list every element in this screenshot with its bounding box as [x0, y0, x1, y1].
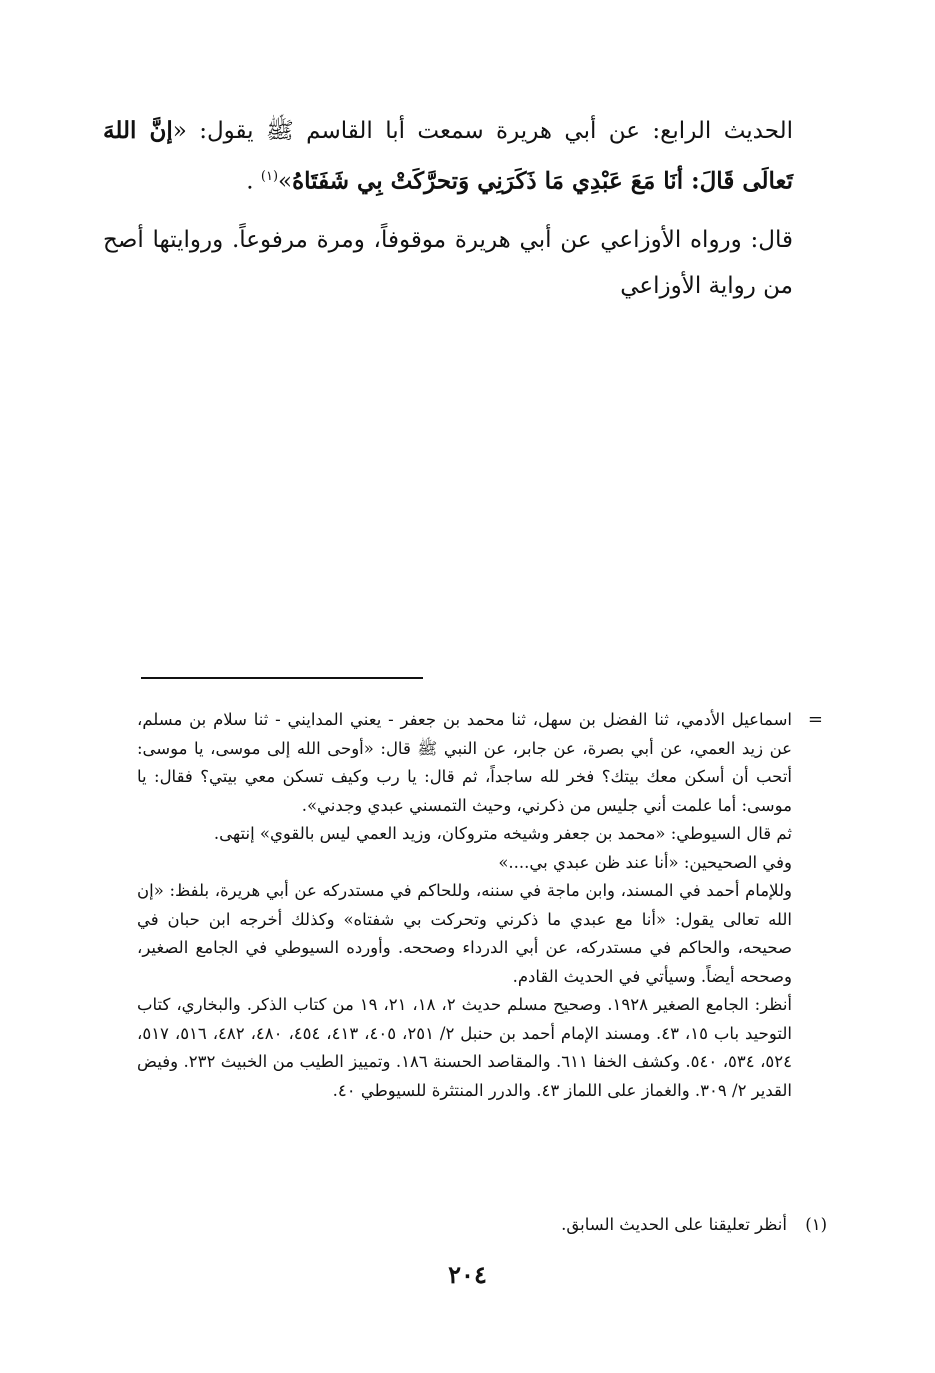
hadith-quote-close: » — [278, 168, 293, 195]
main-text — [103, 108, 793, 309]
continuation-mark: = — [807, 709, 823, 730]
hadith-intro: الحديث الرابع: عن أبي هريرة سمعت أبا القاسم ﷺ يقول: « — [172, 118, 793, 144]
footnote-paragraph: وللإمام أحمد في المسند، وابن ماجة في سننه، وللحاكم في مستدركه عن أبي هريرة، بلفظ: «إن الله تعالى يقول: «أنا مع عبدي ما ذكرني وتحركت بي شفتاه» وكذلك أخرجه ابن حبان في صحيحه، والحاكم في مستدركه، عن أبي الدرداء وصححه. وأورده السيوطي في الجامع الصغير، وصححه أيضاً. وسيأتي في الحديث القادم. — [137, 881, 792, 986]
footnote-reference: (١) — [260, 169, 279, 184]
narration-paragraph: قال: ورواه الأوزاعي عن أبي هريرة موقوفاً، ومرة مرفوعاً. وروايتها أصح من رواية الأوزاعي — [103, 226, 793, 299]
footnote-one — [137, 1211, 827, 1239]
page-number: ٢٠٤ — [448, 1260, 487, 1289]
footnote-divider — [141, 677, 423, 679]
footnotes-section — [137, 706, 792, 1105]
footnote-paragraph: أنظر: الجامع الصغير ١٩٢٨. وصحيح مسلم حديث ٢، ١٨، ٢١، ١٩ من كتاب الذكر. والبخاري، كتاب التوحيد باب ١٥، ٤٣. ومسند الإمام أحمد بن حنبل ٢/ ٢٥١، ٤٠٥، ٤١٣، ٤٥٤، ٤٨٠، ٤٨٢، ٥١٦، ٥١٧، ٥٢٤، ٥٣٤، ٥٤٠. وكشف الخفا ٦١١. والمقاصد الحسنة ١٨٦. وتمييز الطيب من الخبيث ٢٣٢. وفيض القدير ٢/ ٣٠٩. والغماز على اللماز ٤٣. والدرر المنتثرة للسيوطي ٤٠. — [137, 995, 793, 1100]
hadith-paragraph — [103, 108, 793, 205]
footnote-paragraph: وفي الصحيحين: «أنا عند ظن عبدي بي....» — [498, 852, 792, 872]
hadith-end: . — [246, 168, 261, 195]
footnote-paragraph: ثم قال السيوطي: «محمد بن جعفر وشيخه متروكان، وزيد العمي ليس بالقوي» إنتهى. — [213, 824, 792, 843]
hadith-quote: إنَّ اللهَ تَعالَى قَالَ: أنَا مَعَ عَبْدِي مَا ذَكَرَنِي وَتحرَّكَتْ بِي شَفَتَاهُ — [103, 117, 793, 195]
footnote-paragraph: اسماعيل الأدمي، ثنا الفضل بن سهل، ثنا محمد بن جعفر - يعني المدايني - ثنا سلام بن مسلم، عن زيد العمي، عن أبي بصرة، عن جابر، عن النبي ﷺ قال: «أوحى الله إلى موسى، يا موسى: أتحب أن أسكن معك بيتك؟ فخر لله ساجداً، ثم قال: يا رب وكيف تسكن معي بيتي؟ فقال: يا موسى: أما علمت أني جليس من ذكرني، وحيث التمسني عبدي وجدني». — [137, 710, 792, 815]
footnote-number: (١) — [805, 1215, 827, 1234]
footnote-text: أنظر تعليقنا على الحديث السابق. — [561, 1215, 787, 1234]
